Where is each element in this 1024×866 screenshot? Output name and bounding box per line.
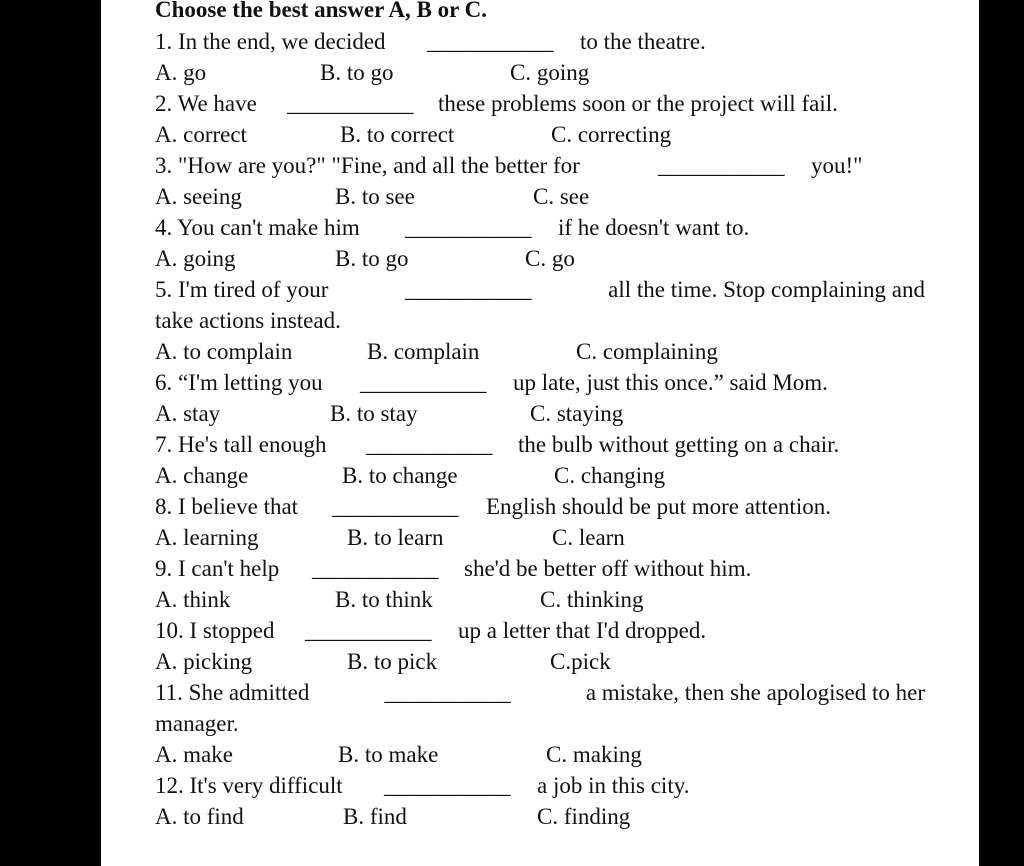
option-b: B. to see [335,184,415,209]
question-4-blank: ___________ [405,215,532,240]
option-c: C. correcting [551,122,672,147]
question-9-text-before: 9. I can't help [155,556,280,581]
option-a: A. correct [155,122,247,147]
question-6-text-after: up late, just this once.” said Mom. [513,370,828,395]
question-6-blank: ___________ [360,370,487,395]
option-b: B. find [343,804,407,829]
question-5 [155,276,925,304]
question-8-text-after: English should be put more attention. [486,494,831,519]
question-5-text-after: all the time. Stop complaining and [608,277,925,302]
question-9-text-after: she'd be better off without him. [464,556,752,581]
question-12-options [155,803,930,831]
question-8-options [155,524,930,552]
option-c: C. complaining [576,339,718,364]
question-4-text-before: 4. You can't make him [155,215,360,240]
option-c: C.pick [550,649,611,674]
right-black-margin [979,0,1024,866]
question-1-text-after: to the theatre. [580,29,706,54]
question-11-continuation: manager. [155,711,239,736]
option-b: B. complain [367,339,480,364]
option-a: A. go [155,60,207,85]
option-a: A. going [155,246,236,271]
option-a: A. picking [155,649,253,674]
option-b: B. to make [338,742,439,767]
option-a: A. to find [155,804,244,829]
question-9-blank: ___________ [312,556,439,581]
question-5-text-before: 5. I'm tired of your [155,277,329,302]
question-2-text-after: these problems soon or the project will fail. [438,91,838,116]
question-5-blank: ___________ [405,277,532,302]
question-5-options [155,338,930,366]
question-3-blank: ___________ [658,153,785,178]
question-2-blank: ___________ [287,91,414,116]
question-11-text-after: a mistake, then she apologised to her [585,680,925,705]
option-c: C. finding [537,804,631,829]
option-b: B. to go [335,246,409,271]
question-12-blank: ___________ [384,773,511,798]
question-6-options [155,400,930,428]
question-7-text-after: the bulb without getting on a chair. [518,432,840,457]
question-3-options [155,183,930,211]
question-8-text-before: 8. I believe that [155,494,299,519]
question-1-options [155,59,930,87]
question-12-text-after: a job in this city. [537,773,690,798]
question-2-options [155,121,930,149]
option-b: B. to correct [340,122,455,147]
option-b: B. to go [320,60,394,85]
question-10-text-before: 10. I stopped [155,618,275,643]
option-a: A. think [155,587,231,612]
question-7-options [155,462,930,490]
question-5-continuation: take actions instead. [155,308,341,333]
question-3-text-before: 3. "How are you?" "Fine, and all the better for [155,153,580,178]
question-7-blank: ___________ [366,432,493,457]
question-8-blank: ___________ [332,494,459,519]
option-c: C. making [546,742,642,767]
question-1-text-before: 1. In the end, we decided [155,29,386,54]
question-4-options [155,245,930,273]
option-a: A. seeing [155,184,242,209]
question-11 [155,679,925,707]
question-1-blank: ___________ [427,29,554,54]
question-2-text-before: 2. We have [155,91,257,116]
option-c: C. staying [530,401,624,426]
question-10-text-after: up a letter that I'd dropped. [458,618,707,643]
option-b: B. to stay [330,401,418,426]
option-b: B. to pick [347,649,438,674]
option-c: C. learn [552,525,625,550]
option-c: C. thinking [540,587,644,612]
question-12-text-before: 12. It's very difficult [155,773,343,798]
question-11-options [155,741,930,769]
option-b: B. to change [342,463,458,488]
option-c: C. changing [554,463,666,488]
question-10-blank: ___________ [305,618,432,643]
exercise-title: Choose the best answer A, B or C. [155,0,488,22]
question-11-text-before: 11. She admitted [155,680,310,705]
question-6-text-before: 6. “I'm letting you [155,370,323,395]
option-a: A. change [155,463,249,488]
option-c: C. go [525,246,575,271]
option-a: A. stay [155,401,221,426]
option-b: B. to learn [347,525,444,550]
option-b: B. to think [335,587,433,612]
option-a: A. learning [155,525,259,550]
question-9-options [155,586,930,614]
question-4-text-after: if he doesn't want to. [558,215,750,240]
option-a: A. to complain [155,339,293,364]
question-3-text-after: you!" [811,153,863,178]
question-7-text-before: 7. He's tall enough [155,432,327,457]
option-a: A. make [155,742,233,767]
question-10-options [155,648,930,676]
question-11-blank: ___________ [384,680,511,705]
option-c: C. see [533,184,590,209]
option-c: C. going [510,60,590,85]
left-black-margin [0,0,101,866]
